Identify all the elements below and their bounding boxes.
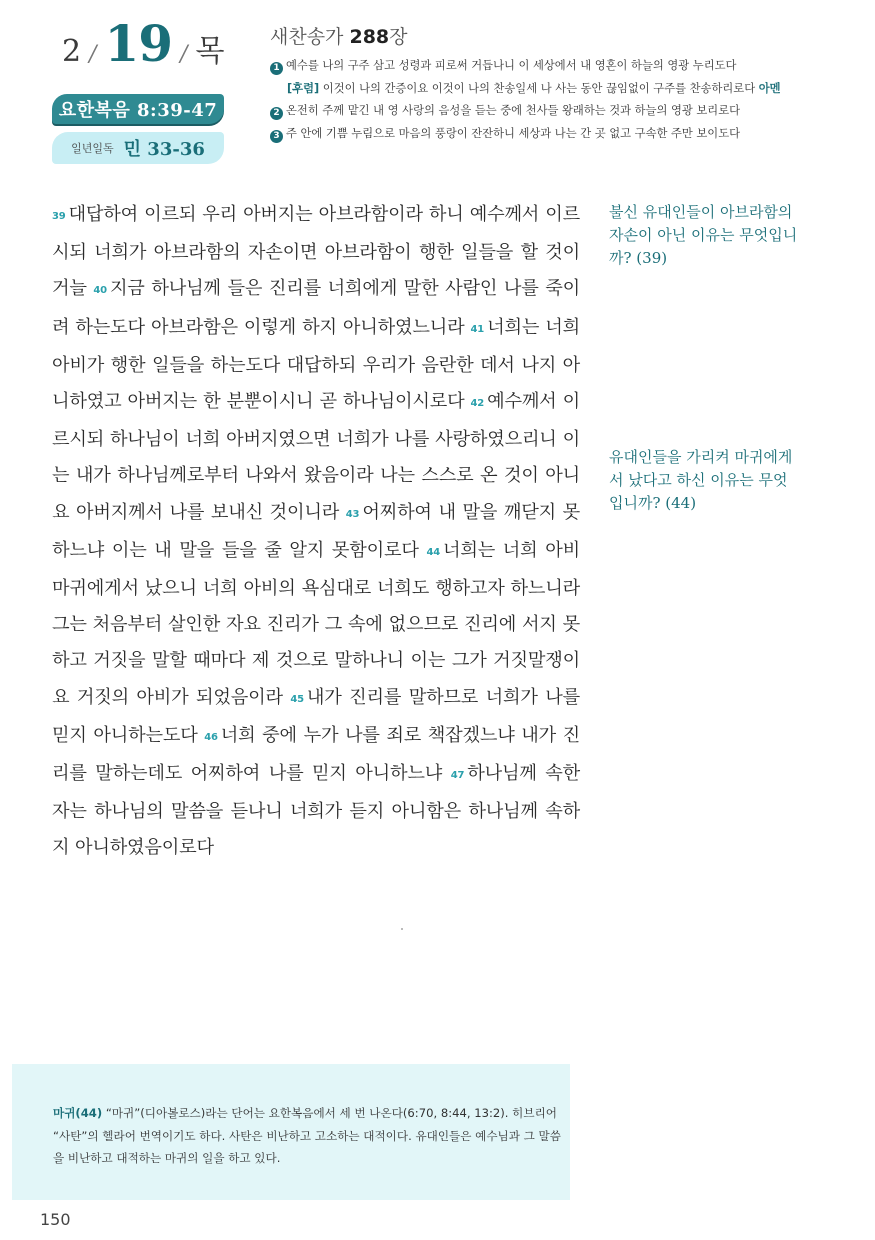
verse-marker-icon: 2 <box>270 107 283 120</box>
hymn-title-prefix: 새찬송가 <box>270 26 344 48</box>
verse-text: 어찌하여 내 말을 깨닫지 못하느냐 이는 내 말을 들을 줄 알지 못함이로다 <box>52 501 580 561</box>
verse-number: 46 <box>204 731 218 743</box>
verse-text: 너희는 너희 아비 마귀에게서 났으니 너희 아비의 욕심대로 너희도 행하고자 하느니라 그는 처음부터 살인한 자요 진리가 그 속에 없으므로 진리에 서지 못하고 거짓을 말할 때마다 제 것으로 말하나니 이는 그가 거짓말쟁이요 거짓의 아비가 되었음이라 <box>52 539 580 708</box>
hymn-number: 288 <box>349 26 390 48</box>
verse-number: 39 <box>52 211 66 222</box>
verse-text: 하나님께 속한 자는 하나님의 말씀을 듣나니 너희가 듣지 아니함은 하나님께 속하지 아니하였음이로다 <box>52 763 580 859</box>
verse-text: 대답하여 이르되 우리 아버지는 아브라함이라 하니 예수께서 이르시되 너희가 아브라함의 자손이면 아브라함이 행한 일들을 할 것이거늘 <box>52 204 580 300</box>
date-separator: / <box>180 42 188 67</box>
verse-marker-icon: 3 <box>270 130 283 143</box>
verse-number: 47 <box>450 770 465 782</box>
decorative-dot <box>401 928 403 930</box>
date-day: 19 <box>104 14 173 73</box>
date-separator: / <box>89 42 97 67</box>
verse-text: 지금 하나님께 들은 진리를 너희에게 말한 사람인 나를 죽이려 하는도다 아브라함은 이렇게 하지 아니하였느니라 <box>52 278 580 338</box>
verse-number: 41 <box>470 323 485 335</box>
verse-text: 너희는 너희 아비가 행한 일들을 하는도다 대답하되 우리가 음란한 데서 나지 아니하였고 아버지는 한 분뿐이시니 곧 하나님이시로다 <box>52 316 580 413</box>
verse-number: 43 <box>345 508 360 520</box>
hymn-verse-text: 온전히 주께 맡긴 내 영 사랑의 음성을 듣는 중에 천사들 왕래하는 것과 하늘의 영광 보리로다 <box>286 104 741 117</box>
study-question: 유대인들을 가리켜 마귀에게서 났다고 하신 이유는 무엇입니까? (44) <box>609 448 793 512</box>
hymn-verse <box>270 123 850 146</box>
date-header <box>62 14 225 74</box>
hymn-title-suffix: 장 <box>389 26 408 48</box>
page-number: 150 <box>40 1210 71 1229</box>
chorus-text: 이것이 나의 간증이요 이것이 나의 찬송일세 나 사는 동안 끊임없이 구주를 찬송하리로다 <box>322 81 756 95</box>
footnote-box <box>12 1064 570 1200</box>
verse-number: 44 <box>426 546 440 558</box>
hymn-verse-text: 예수를 나의 구주 삼고 성령과 피로써 거듭나니 이 세상에서 내 영혼이 하늘의 영광 누리도다 <box>286 59 737 72</box>
hymn-chorus <box>270 78 850 101</box>
footnote-term: 마귀(44) <box>53 1106 103 1120</box>
yearly-reading-badge <box>52 132 224 164</box>
hymn-section <box>270 22 850 145</box>
yearly-reading-label: 일년일독 <box>71 142 114 155</box>
hymn-verse-text: 주 안에 기쁨 누림으로 마음의 풍랑이 잔잔하니 세상과 나는 간 곳 없고 구속한 주만 보이도다 <box>286 126 741 140</box>
verse-number: 40 <box>93 285 107 297</box>
verse-text: 내가 진리를 말하므로 너희가 나를 믿지 아니하는도다 <box>52 686 580 746</box>
verse-text: 예수께서 이르시되 하나님이 너희 아버지였으면 너희가 나를 사랑하였으리니 이는 내가 하나님께로부터 나와서 왔음이라 나는 스스로 온 것이 아니요 아버지께서 나를 보내신 것이니라 <box>52 391 580 523</box>
chorus-tag: [후렴] <box>287 81 320 95</box>
passage-badge: 요한복음 8:39-47 <box>52 94 224 124</box>
date-month: 2 <box>62 34 82 69</box>
verse-marker-icon: 1 <box>270 62 283 75</box>
hymn-title <box>270 22 850 49</box>
hymn-verse <box>270 55 850 78</box>
footnote-text <box>53 1102 563 1170</box>
study-question: 불신 유대인들이 아브라함의 자손이 아닌 이유는 무엇입니까? (39) <box>609 203 798 267</box>
verse-number: 45 <box>290 693 304 705</box>
footnote-body: “마귀”(디아볼로스)라는 단어는 요한복음에서 세 번 나온다(6:70, 8:44, 13:2). 히브리어 “사탄”의 헬라어 번역이기도 하다. 사탄은 비난하고 고소하는 대적이다. 유대인들은 예수님과 그 말씀을 비난하고 대적하는 마귀의 일을 하고 있다. <box>53 1106 561 1165</box>
scripture-text <box>52 197 580 867</box>
verse-text: 너희 중에 누가 나를 죄로 책잡겠느냐 내가 진리를 말하는데도 어찌하여 나를 믿지 아니하느냐 <box>52 724 580 785</box>
chorus-amen: 아멘 <box>758 81 781 95</box>
yearly-reading-value: 민 33-36 <box>123 139 205 160</box>
verse-number: 42 <box>470 398 485 410</box>
hymn-verse <box>270 100 850 123</box>
date-weekday: 목 <box>195 34 225 69</box>
